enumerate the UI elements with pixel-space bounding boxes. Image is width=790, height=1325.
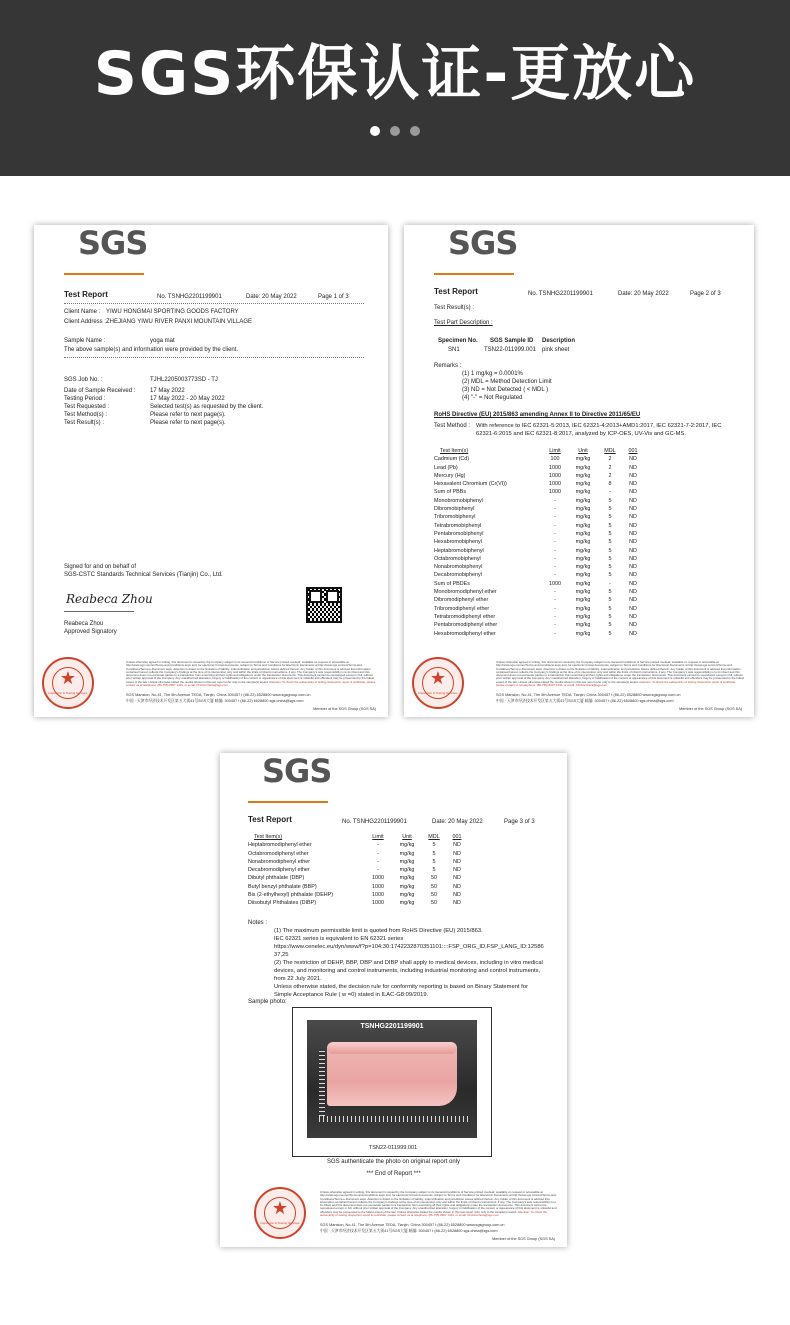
client-name-label: Client Name : [64,309,101,315]
table-cell: 5 [608,564,612,571]
address-en: SGS Mansion, No.41, The 5th Avenue TEDA, Tianjin, China 300457 t (86-22) 6528800 www.sgsgroup.com.cn [126,693,311,697]
table-header: 001 [628,448,638,454]
report-date: Date: 20 May 2022 [618,291,669,297]
sample-photo-label: Sample photo: [248,999,287,1005]
table-cell: 5 [432,850,436,857]
table-row [434,588,644,596]
table-row [434,455,644,463]
table-cell: Octabromobiphenyl [434,555,481,562]
table-cell: mg/kg [575,555,591,562]
specimen-header: Description [542,338,576,344]
table-cell: mg/kg [575,464,591,471]
table-cell: mg/kg [575,613,591,620]
table-cell: Sum of PBBs [434,489,467,496]
report-footer [34,655,388,717]
table-cell: 1000 [549,464,561,471]
table-cell: Heptabromodiphenyl ether [248,842,312,849]
specimen-cell: TSN22-011999.001 [484,347,536,353]
table-cell: 1000 [372,892,384,899]
table-row [434,464,644,472]
authenticate-note: SGS authenticate the photo on original report only [326,1159,461,1165]
table-cell: mg/kg [575,481,591,488]
photo-report-label: TSNHG2201199901 [360,1023,424,1030]
table-cell: ND [629,514,637,521]
table-cell: ND [629,464,637,471]
table-cell: Nonabromodiphenyl ether [248,858,311,865]
table-cell: 1000 [372,883,384,890]
table-cell: mg/kg [399,858,415,865]
table-cell: - [554,630,556,637]
report-page-3 [220,753,567,1247]
fine-print: Unless otherwise agreed in writing, this document is issued by the Company subject to its General Conditions of Service printed overleaf, available on request or accessible at http://www.sgs.com/en/Terms-and-Conditions.aspx and, for electronic format documents, subject to Terms and Conditions for Electronic Documents at http://www.sgs.com/en/Terms-and-Conditions/Terms-e-Document.aspx. Attention is drawn to the limitation of liability, indemnification and jurisdiction issues defined therein. Any holder of this document is advised that information contained hereon reflects the Company's findings at the time of its intervention only and within the limits of Client's instructions, if any. The Company's sole responsibility is to its Client and this document does not exonerate parties to a transaction from exercising all their rights and obligations under the transaction documents. This document cannot be reproduced except in full, without prior written approval of the Company. Any unauthorized alteration, forgery or falsification of the content or appearance of this document is unlawful and offenders may be prosecuted to the fullest extent of the law. Unless otherwise stated the results shown in this test report refer only to the sample(s) tested. Attention: To check the authenticity of testing /inspection report & certificate, please contact us at telephone: (86-755) 8307 1443, or email: CN.Doccheck@sgs.com [320,1191,557,1218]
table-cell: ND [629,564,637,571]
table-cell: mg/kg [399,883,415,890]
table-row [434,571,644,579]
report-date: Date: 20 May 2022 [246,294,297,300]
table-cell: - [377,850,379,857]
table-cell: 1000 [372,900,384,907]
report-page-2 [404,225,754,717]
qr-code-icon[interactable] [306,587,342,623]
notes-label: Notes : [248,920,268,926]
table-row [434,605,644,613]
client-name: YIWU HONGMAI SPORTING GOODS FACTORY [106,309,239,315]
field-label: SGS Job No. : [64,377,103,383]
table-cell: - [554,589,556,596]
table-cell: Monobromodiphenyl ether [434,589,497,596]
field-value: Please refer to next page(s). [150,420,226,426]
method-label: Test Method : [434,423,471,429]
table-cell: 5 [608,572,612,579]
sgs-logo: SGS [448,225,518,262]
field-value: 17 May 2022 - 20 May 2022 [150,396,225,402]
table-cell: 5 [432,858,436,865]
table-cell: ND [629,530,637,537]
table-cell: 5 [608,605,612,612]
table-cell: ND [453,842,461,849]
table-cell: Mercury (Hg) [434,472,466,479]
table-row [434,480,644,488]
table-cell: - [554,506,556,513]
member-line: Member of the SGS Group (SGS SA) [313,706,376,711]
table-cell: Nonabromobiphenyl [434,564,483,571]
table-cell: mg/kg [575,530,591,537]
table-cell: - [554,613,556,620]
signer-title: Approved Signatory [64,629,117,635]
table-cell: Cadmium (Cd) [434,456,470,463]
table-row [434,630,644,638]
test-results-label: Test Result(s) : [434,305,475,311]
table-cell: 5 [608,613,612,620]
table-header: Unit [578,448,588,454]
signature-line [64,611,134,612]
specimen-header: SGS Sample ID [490,338,534,344]
table-row [434,488,644,496]
sample-photo [307,1020,477,1138]
table-cell: 2 [608,464,612,471]
table-cell: 1000 [549,481,561,488]
field-label: Date of Sample Received : [64,388,136,394]
specimen-header: Specimen No. [438,338,478,344]
table-cell: ND [453,858,461,865]
sample-photo-frame [292,1007,492,1157]
results-table [434,447,644,638]
page-number: Page 1 of 3 [318,294,349,300]
top-banner [0,0,790,176]
logo-underline [434,273,514,275]
table-row [434,530,644,538]
table-cell: ND [629,456,637,463]
carousel-dots[interactable] [0,123,790,141]
table-cell: - [609,489,611,496]
table-cell: - [554,514,556,521]
table-row [434,580,644,588]
table-row [434,555,644,563]
table-row [248,883,468,891]
table-cell: mg/kg [575,605,591,612]
table-header: Limit [549,448,561,454]
table-cell: 5 [608,589,612,596]
table-row [434,547,644,555]
table-cell: 50 [431,892,437,899]
table-cell: ND [453,850,461,857]
table-cell: 5 [432,867,436,874]
address-en: SGS Mansion, No.41, The 5th Avenue TEDA, Tianjin, China 300457 t (86-22) 6528800 www.sgsgroup.com.cn [320,1223,505,1227]
method-text: With reference to IEC 62321-5:2013, IEC 62321-4:2013+AMD1:2017, IEC 62321-7-2:2017, IEC 62321-6:2015 and IEC 62321-8:2017, analyzed by ICP-OES, UV-Vis and GC-MS. [476,423,722,437]
table-cell: Monobromobiphenyl [434,497,483,504]
field-label: Test Requested : [64,404,110,410]
specimen-cell: SN1 [448,347,460,353]
member-line: Member of the SGS Group (SGS SA) [492,1236,555,1241]
remark: (4) "-" = Not Regulated [462,395,523,401]
table-cell: - [554,622,556,629]
table-header: MDL [604,448,616,454]
page-number: Page 2 of 3 [690,291,721,297]
table-cell: Tetrabromobiphenyl [434,522,482,529]
table-cell: 5 [608,530,612,537]
note: (1) The maximum permissible limit is quoted from RoHS Directive (EU) 2015/863. [274,928,483,934]
notes-block [274,927,544,999]
table-cell: Hexabromodiphenyl ether [434,630,496,637]
table-cell: 50 [431,875,437,882]
table-row [434,538,644,546]
table-header: Limit [372,834,384,840]
note: (2) The restriction of DEHP, BBP, DBP and DIBP shall apply to medical devices, including in vitro medical devices, and monitoring and control instruments, including industrial monitoring and control instruments, from 22 July 2021. [274,960,543,982]
table-cell: Decabromobiphenyl [434,572,482,579]
field-value: Please refer to next page(s). [150,412,226,418]
page-number: Page 3 of 3 [504,819,535,825]
table-row [434,596,644,604]
table-cell: Diisobutyl Phthalates (DIBP) [248,900,317,907]
table-cell: 5 [608,522,612,529]
table-cell: ND [629,522,637,529]
photo-caption: TSN22-011999.001 [368,1145,418,1151]
note: Unless otherwise stated, the decision rule for conformity reporting is based on Binary Statement for Simple Acceptance Rule ( w =0) stated in ILAC-G8:09/2019. [274,984,528,998]
table-cell: 5 [608,514,612,521]
signer-name: Reabeca Zhou [64,621,104,627]
sample-note: The above sample(s) and information were provided by the client. [64,347,239,353]
table-cell: mg/kg [399,850,415,857]
client-address-label: Client Address : [64,319,107,325]
table-header: Test Item(s) [440,448,469,454]
table-cell: mg/kg [575,472,591,479]
ruler [319,1116,469,1122]
table-cell: ND [629,506,637,513]
table-cell: ND [629,589,637,596]
table-cell: Pentabromodiphenyl ether [434,622,498,629]
table-cell: 2 [608,472,612,479]
table-cell: - [554,539,556,546]
table-cell: mg/kg [575,589,591,596]
table-cell: 5 [608,555,612,562]
table-cell: 50 [431,900,437,907]
stamp-icon: ★ Inspection & Testing Services [254,1187,306,1239]
table-row [248,899,468,907]
table-cell: 5 [608,539,612,546]
stamp-icon: ★ Inspection & Testing Services [412,657,464,709]
table-cell: ND [453,892,461,899]
table-cell: - [554,555,556,562]
table-cell: mg/kg [575,522,591,529]
table-cell: ND [629,605,637,612]
table-cell: 5 [608,622,612,629]
report-footer [220,1185,567,1247]
table-cell: - [554,547,556,554]
table-cell: Tribromobiphenyl [434,514,476,521]
address-cn: 中国 · 天津市经济技术开发区第五大街41号SGS大厦 邮编: 300457 t (86-22) 6528800 sgs.china@sgs.com [320,1229,498,1233]
table-cell: ND [453,883,461,890]
address-cn: 中国 · 天津市经济技术开发区第五大街41号SGS大厦 邮编: 300457 t (86-22) 6528800 sgs.china@sgs.com [496,699,674,703]
carousel-dot[interactable] [410,126,420,136]
sample-name-label: Sample Name : [64,338,106,344]
table-cell: 5 [608,597,612,604]
table-cell: - [377,842,379,849]
table-cell: mg/kg [575,564,591,571]
table-cell: 5 [608,630,612,637]
table-cell: mg/kg [399,892,415,899]
report-title: Test Report [434,287,478,296]
table-row [434,522,644,530]
table-row [434,505,644,513]
table-cell: ND [629,481,637,488]
table-row [248,858,468,866]
table-cell: Decabromodiphenyl ether [248,867,310,874]
fine-print: Unless otherwise agreed in writing, this document is issued by the Company subject to its General Conditions of Service printed overleaf, available on request or accessible at http://www.sgs.com/en/Terms-and-Conditions.aspx and, for electronic format documents, subject to Terms and Conditions for Electronic Documents at http://www.sgs.com/en/Terms-and-Conditions/Terms-e-Document.aspx. Attention is drawn to the limitation of liability, indemnification and jurisdiction issues defined therein. Any holder of this document is advised that information contained hereon reflects the Company's findings at the time of its intervention only and within the limits of Client's instructions, if any. The Company's sole responsibility is to its Client and this document does not exonerate parties to a transaction from exercising all their rights and obligations under the transaction documents. This document cannot be reproduced except in full, without prior written approval of the Company. Any unauthorized alteration, forgery or falsification of the content or appearance of this document is unlawful and offenders may be prosecuted to the fullest extent of the law. Unless otherwise stated the results shown in this test report refer only to the sample(s) tested. Attention: To check the authenticity of testing /inspection report & certificate, please contact us at telephone: (86-755) 8307 1443, or email: CN.Doccheck@sgs.com [496,661,744,688]
table-cell: 8 [608,481,612,488]
table-cell: 1000 [549,489,561,496]
report-number: No. TSNHG2201199901 [528,291,593,297]
banner-title: SGS环保认证-更放心 [93,39,697,109]
table-cell: Heptabromobiphenyl [434,547,484,554]
table-cell: Pentabromobiphenyl [434,530,484,537]
field-label: Test Method(s) : [64,412,108,418]
table-cell: ND [629,489,637,496]
report-number: No. TSNHG2201199901 [157,294,222,300]
address-cn: 中国 · 天津市经济技术开发区第五大街41号SGS大厦 邮编: 300457 t (86-22) 6528800 sgs.china@sgs.com [126,699,304,703]
field-value: 17 May 2022 [150,388,185,394]
logo-underline [64,273,144,275]
sample-name: yoga mat [150,338,175,344]
table-cell: mg/kg [575,506,591,513]
table-cell: ND [629,580,637,587]
table-cell: ND [453,900,461,907]
remark: (2) MDL = Method Detection Limit [462,379,552,385]
table-cell: mg/kg [575,539,591,546]
specimen-cell: pink sheet [542,347,570,353]
ruler [319,1050,325,1120]
table-cell: Octabromodiphenyl ether [248,850,309,857]
client-address: ZHEJIANG YIWU RIVER PANXI MOUNTAIN VILLAGE [106,319,253,325]
table-cell: ND [453,875,461,882]
table-cell: ND [629,497,637,504]
table-cell: Tetrabromodiphenyl ether [434,613,496,620]
table-cell: mg/kg [575,547,591,554]
table-cell: mg/kg [575,622,591,629]
table-cell: 1000 [549,580,561,587]
test-part-label: Test Part Description : [434,320,493,326]
field-value: TJHL2205003773SD - TJ [150,377,218,383]
signature: Reabeca Zhou [66,592,153,606]
report-number: No. TSNHG2201199901 [342,819,407,825]
table-cell: mg/kg [575,630,591,637]
table-cell: Bis (2-ethylhexyl) phthalate (DEHP) [248,892,334,899]
table-row [248,874,468,882]
table-cell: ND [629,555,637,562]
table-cell: - [554,522,556,529]
table-header: Unit [402,834,412,840]
table-cell: mg/kg [399,842,415,849]
table-cell: 1000 [372,875,384,882]
sgs-logo: SGS [262,753,332,790]
results-table [248,833,468,908]
table-cell: ND [629,572,637,579]
table-header: 001 [452,834,462,840]
table-cell: mg/kg [399,867,415,874]
carousel-dot[interactable] [390,126,400,136]
report-title: Test Report [64,290,108,299]
table-cell: Butyl benzyl phthalate (BBP) [248,883,317,890]
table-cell: Tribromodiphenyl ether [434,605,490,612]
divider [64,303,364,304]
field-label: Test Result(s) : [64,420,105,426]
table-cell: 5 [608,547,612,554]
divider [64,357,364,358]
table-row [248,891,468,899]
table-cell: 2 [608,456,612,463]
note: IEC 62321 series is equivalent to EN 62321 series [274,936,404,942]
table-cell: Hexavalent Chromium (Cr(VI)) [434,481,507,488]
table-row [434,513,644,521]
table-cell: Hexabromobiphenyl [434,539,482,546]
remarks-label: Remarks : [434,363,462,369]
report-page-1 [34,225,388,717]
yoga-mat-image [327,1046,457,1106]
table-cell: mg/kg [575,489,591,496]
table-cell: - [554,605,556,612]
table-cell: ND [629,547,637,554]
table-cell: ND [629,622,637,629]
table-cell: mg/kg [575,580,591,587]
table-cell: mg/kg [575,497,591,504]
directive-heading: RoHS Directive (EU) 2015/863 amending Annex II to Directive 2011/65/EU [434,412,641,418]
table-cell: 100 [550,456,560,463]
table-row [434,621,644,629]
table-cell: 50 [431,883,437,890]
table-row [434,563,644,571]
table-cell: Dibromodiphenyl ether [434,597,489,604]
table-row [434,613,644,621]
signed-line-1: Signed for and on behalf of [64,564,137,570]
table-cell: - [554,564,556,571]
address-en: SGS Mansion, No.41, The 5th Avenue TEDA, Tianjin, China 300457 t (86-22) 6528800 www.sgsgroup.com.cn [496,693,681,697]
table-cell: 5 [608,506,612,513]
logo-underline [248,801,328,803]
table-cell: ND [629,472,637,479]
remark: (1) 1 mg/kg = 0.0001% [462,371,523,377]
table-cell: - [554,530,556,537]
field-value: Selected test(s) as requested by the client. [150,404,264,410]
carousel-dot[interactable] [370,126,380,136]
table-cell: mg/kg [575,456,591,463]
table-cell: mg/kg [575,597,591,604]
member-line: Member of the SGS Group (SGS SA) [679,706,742,711]
table-row [248,850,468,858]
table-cell: - [554,597,556,604]
table-cell: mg/kg [399,900,415,907]
report-date: Date: 20 May 2022 [432,819,483,825]
stamp-icon: ★ Inspection & Testing Services [42,657,94,709]
table-cell: Dibutyl phthalate (DBP) [248,875,305,882]
table-cell: mg/kg [575,572,591,579]
report-footer [404,655,754,717]
table-cell: 1000 [549,472,561,479]
table-cell: Lead (Pb) [434,464,458,471]
table-cell: mg/kg [575,514,591,521]
table-row [248,866,468,874]
fine-print: Unless otherwise agreed in writing, this document is issued by the Company subject to its General Conditions of Service printed overleaf, available on request or accessible at http://www.sgs.com/en/Terms-and-Conditions.aspx and, for electronic format documents, subject to Terms and Conditions for Electronic Documents at http://www.sgs.com/en/Terms-and-Conditions/Terms-e-Document.aspx. Attention is drawn to the limitation of liability, indemnification and jurisdiction issues defined therein. Any holder of this document is advised that information contained hereon reflects the Company's findings at the time of its intervention only and within the limits of Client's instructions, if any. The Company's sole responsibility is to its Client and this document does not exonerate parties to a transaction from exercising all their rights and obligations under the transaction documents. This document cannot be reproduced except in full, without prior written approval of the Company. Any unauthorized alteration, forgery or falsification of the content or appearance of this document is unlawful and offenders may be prosecuted to the fullest extent of the law. Unless otherwise stated the results shown in this test report refer only to the sample(s) tested. Attention: To check the authenticity of testing /inspection report & certificate, please contact us at telephone: (86-755) 8307 1443, or email: CN.Doccheck@sgs.com [126,661,376,688]
table-cell: ND [629,597,637,604]
end-of-report: *** End of Report *** [366,1171,421,1177]
table-cell: - [609,580,611,587]
sgs-logo: SGS [78,225,148,262]
table-cell: - [377,867,379,874]
table-cell: - [554,497,556,504]
table-row [434,497,644,505]
table-header: Test Item(s) [254,834,283,840]
report-title: Test Report [248,815,292,824]
table-header: MDL [428,834,440,840]
remark: (3) ND = Not Detected ( < MDL ) [462,387,549,393]
table-row [248,841,468,849]
table-cell: ND [629,613,637,620]
note: https://www.cenelec.eu/dyn/www/f?p=104:30:1742232870351101::::FSP_ORG_ID,FSP_LANG_ID:12586 37,25 [274,944,544,958]
table-cell: Sum of PBDEs [434,580,470,587]
table-cell: ND [629,630,637,637]
table-cell: - [377,858,379,865]
table-cell: ND [453,867,461,874]
table-cell: mg/kg [399,875,415,882]
table-cell: Dibromobiphenyl [434,506,475,513]
table-row [434,472,644,480]
signed-line-2: SGS-CSTC Standards Technical Services (Tianjin) Co., Ltd. [64,572,223,578]
field-label: Testing Period : [64,396,106,402]
table-cell: 5 [608,497,612,504]
table-cell: 5 [432,842,436,849]
table-cell: ND [629,539,637,546]
table-cell: - [554,572,556,579]
